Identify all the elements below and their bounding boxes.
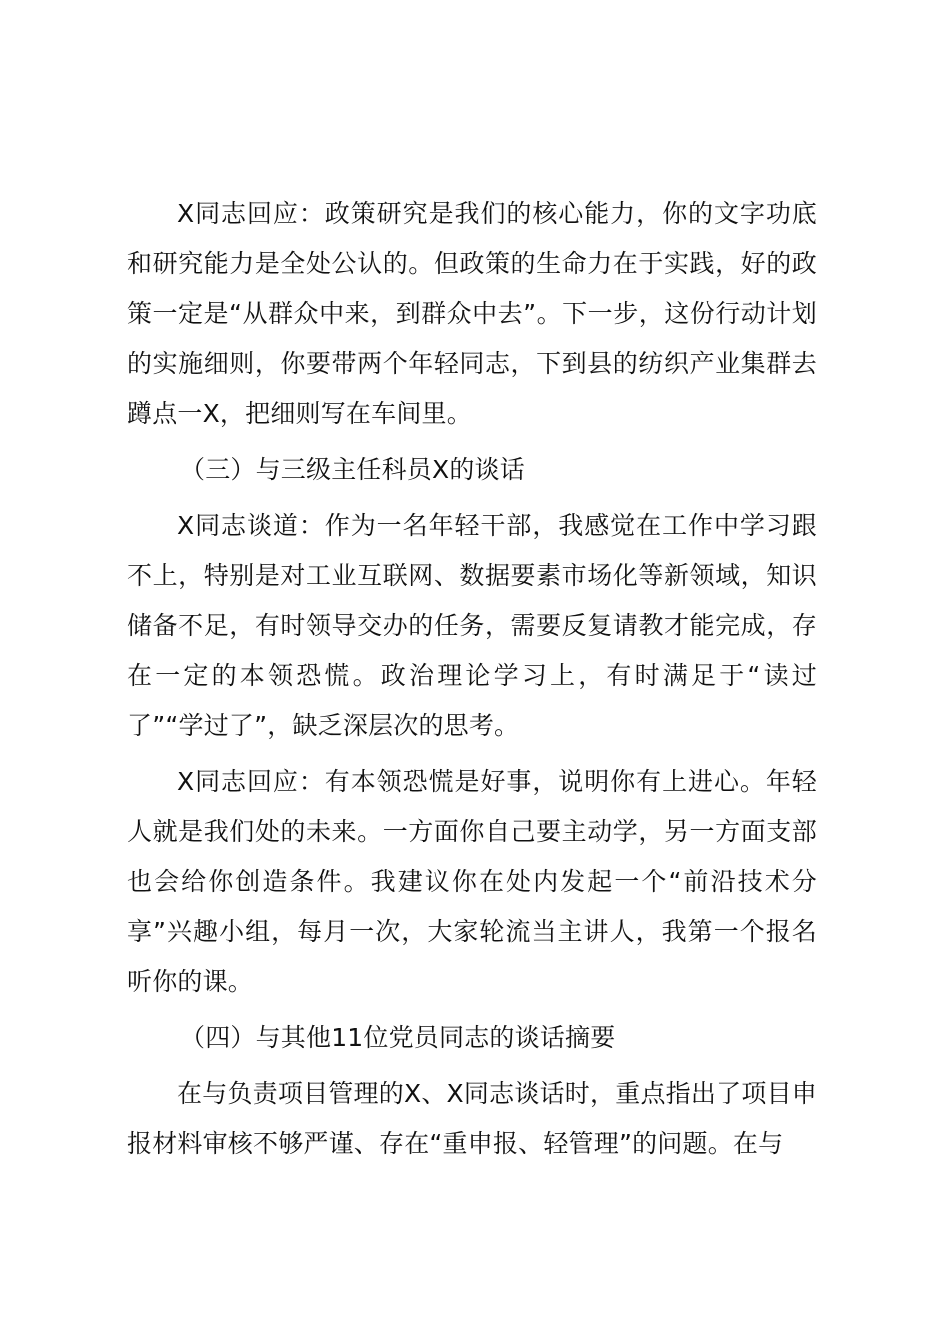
paragraph-response-3: X同志回应：有本领恐慌是好事，说明你有上进心。年轻人就是我们处的未来。一方面你自己要主动学，另一方面支部也会给你创造条件。我建议你在处内发起一个“前沿技术分享”兴趣小组，每月一次，大家轮流当主讲人，我第一个报名听你的课。 — [127, 767, 817, 996]
paragraph-statement-2: X同志谈道：作为一名年轻干部，我感觉在工作中学习跟不上，特别是对工业互联网、数据要素市场化等新领域，知识储备不足，有时领导交办的任务，需要反复请教才能完成，存在一定的本领恐慌。政治理论学习上，有时满足于“读过了”“学过了”，缺乏深层次的思考。 — [127, 511, 817, 740]
section-heading-4: （四）与其他11位党员同志的谈话摘要 — [180, 1023, 616, 1052]
document-page — [127, 189, 817, 1169]
section-heading-3: （三）与三级主任科员X的谈话 — [180, 455, 525, 484]
paragraph-response-1: X同志回应：政策研究是我们的核心能力，你的文字功底和研究能力是全处公认的。但政策的生命力在于实践，好的政策一定是“从群众中来，到群众中去”。下一步，这份行动计划的实施细则，你要带两个年轻同志，下到县的纺织产业集群去蹲点一X，把细则写在车间里。 — [127, 199, 817, 428]
paragraph-summary-4: 在与负责项目管理的X、X同志谈话时，重点指出了项目申报材料审核不够严谨、存在“重申报、轻管理”的问题。在与 — [127, 1079, 817, 1158]
